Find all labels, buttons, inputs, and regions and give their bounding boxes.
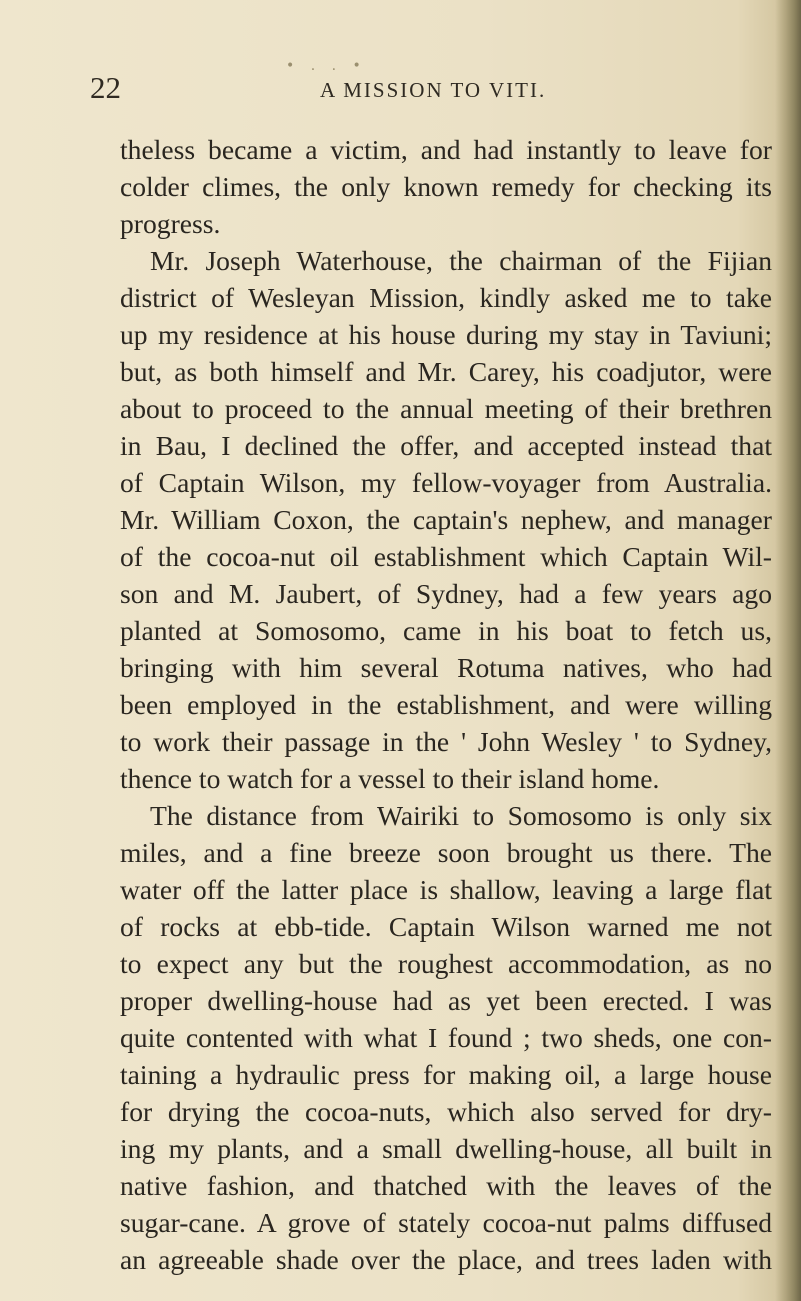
text-line: native fashion, and thatched with the leaves of the [120,1170,772,1201]
text-line: in Bau, I declined the offer, and accepted instead that [120,430,772,461]
text-line: of rocks at ebb-tide. Captain Wilson warned me not [120,911,772,942]
text-line: sugar-cane. A grove of stately cocoa-nut palms diffused [120,1207,772,1238]
text-line: planted at Somosomo, came in his boat to fetch us, [120,615,772,646]
text-line: to expect any but the roughest accommodation, as no [120,948,772,979]
text-line: ing my plants, and a small dwelling-house, all built in [120,1133,772,1164]
text-line: of the cocoa-nut oil establishment which Captain Wil- [120,541,772,572]
header-ornament: • . . • [286,58,367,74]
text-line: miles, and a fine breeze soon brought us there. The [120,837,772,868]
text-line: but, as both himself and Mr. Carey, his coadjutor, were [120,356,772,387]
text-line: Mr. William Coxon, the captain's nephew, and manager [120,504,772,535]
text-line: proper dwelling-house had as yet been erected. I was [120,985,772,1016]
text-line: bringing with him several Rotuma natives, who had [120,652,772,683]
text-line: of Captain Wilson, my fellow-voyager from Australia. [120,467,772,498]
running-title: A MISSION TO VITI. [320,78,547,102]
text-line: taining a hydraulic press for making oil, a large house [120,1059,772,1090]
text-line: progress. [120,208,221,239]
text-line: thence to watch for a vessel to their island home. [120,763,660,794]
text-line: about to proceed to the annual meeting of their brethren [120,393,772,424]
text-line: to work their passage in the ' John Wesley ' to Sydney, [120,726,772,757]
text-line: theless became a victim, and had instantly to leave for [120,134,772,165]
text-line: been employed in the establishment, and were willing [120,689,772,720]
text-line: son and M. Jaubert, of Sydney, had a few years ago [120,578,772,609]
page-edge-shadow [775,0,801,1301]
text-line: colder climes, the only known remedy for checking its [120,171,772,202]
text-line: quite contented with what I found ; two sheds, one con- [120,1022,772,1053]
text-line: up my residence at his house during my stay in Taviuni; [120,319,772,350]
text-line: Mr. Joseph Waterhouse, the chairman of the Fijian [150,245,772,276]
text-line: an agreeable shade over the place, and trees laden with [120,1244,772,1275]
text-line: The distance from Wairiki to Somosomo is only six [150,800,772,831]
page-number: 22 [90,70,121,105]
text-line: district of Wesleyan Mission, kindly asked me to take [120,282,772,313]
body-text [120,131,772,1278]
text-line: water off the latter place is shallow, leaving a large flat [120,874,772,905]
text-line: for drying the cocoa-nuts, which also served for dry- [120,1096,772,1127]
